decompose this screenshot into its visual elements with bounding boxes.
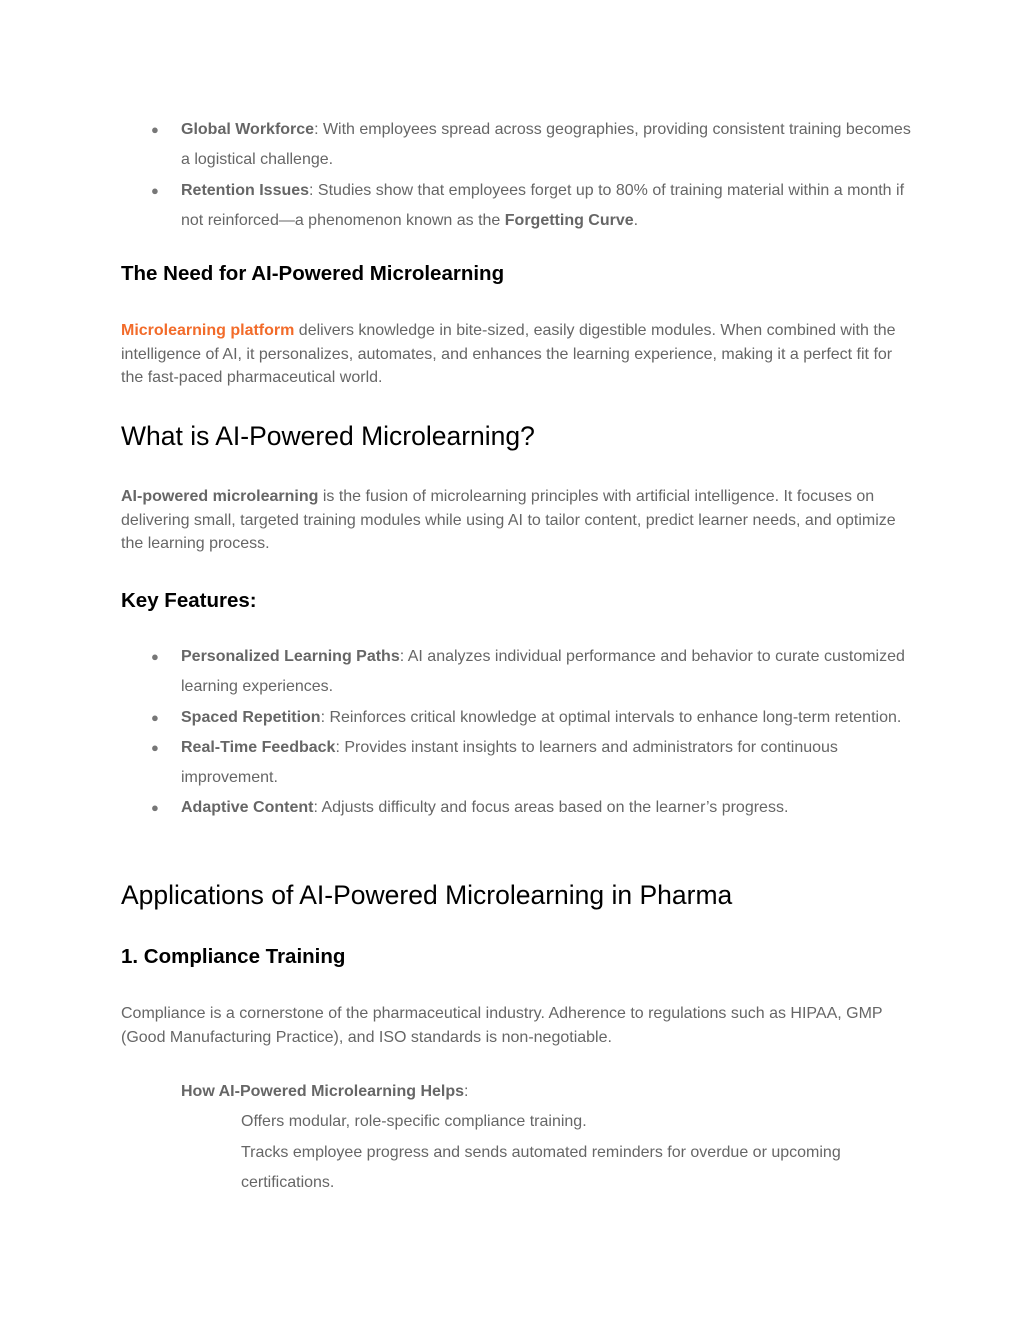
list-item-tail: . — [633, 211, 639, 229]
intro-bullet-list — [0, 115, 1024, 236]
bullet-icon: ● — [151, 649, 159, 664]
bullet-icon: ● — [151, 800, 159, 816]
intro-list-wrapper — [0, 115, 1024, 236]
microlearning-platform-link[interactable]: Microlearning platform — [121, 322, 295, 339]
section-applications-heading-wrapper — [0, 880, 1024, 911]
list-item-text: : Adjusts difficulty and focus areas based on the learner’s progress. — [313, 799, 789, 817]
list-item-term: Global Workforce — [181, 121, 315, 138]
section-what-paragraph — [0, 485, 1024, 556]
paragraph-term: AI-powered microlearning — [121, 488, 319, 505]
section-heading: What is AI-Powered Microlearning? — [121, 421, 535, 451]
list-item — [0, 176, 1024, 237]
list-item-text: : AI analyzes individual performance and behavior to curate customized learning experiences. — [181, 648, 905, 696]
section-what-body-wrapper — [0, 485, 1024, 556]
paragraph-text: is the fusion of microlearning principles with artificial intelligence. It focuses on delivering small, targeted training modules while using AI to tailor content, predict learner needs, and optimize the learning process. — [121, 488, 896, 552]
list-item — [0, 793, 1024, 823]
list-item-text: : Studies show that employees forget up to 80% of training material within a month if not reinforced—a phenomenon known as the — [181, 181, 905, 229]
helps-label: How AI-Powered Microlearning Helps — [181, 1083, 465, 1100]
compliance-paragraph: Compliance is a cornerstone of the pharmaceutical industry. Adherence to regulations such as HIPAA, GMP (Good Manufacturing Practice), and ISO standards is non-negotiable. — [121, 1005, 883, 1046]
list-item-text: : Reinforces critical knowledge at optimal intervals to enhance long-term retention. — [320, 708, 902, 726]
section-heading: Key Features: — [121, 589, 257, 612]
list-item — [0, 703, 1024, 733]
paragraph-text: delivers knowledge in bite-sized, easily digestible modules. When combined with the intelligence of AI, it personalizes, automates, and enhances the learning experience, making it a perfect fit for the fast-paced pharmaceutical world. — [121, 322, 896, 386]
helps-wrapper — [0, 1077, 1024, 1198]
features-list-wrapper — [0, 642, 1024, 824]
helps-colon: : — [464, 1083, 469, 1100]
bullet-icon: ● — [151, 709, 159, 725]
section-need-body-wrapper — [0, 319, 1024, 390]
section-need-heading-wrapper — [0, 262, 1024, 286]
list-item — [0, 115, 1024, 176]
helps-item: Offers modular, role-specific compliance training. — [241, 1113, 587, 1131]
list-item-term: Real-Time Feedback — [181, 738, 336, 756]
bullet-icon: ● — [151, 739, 159, 755]
list-item-term: Retention Issues — [181, 181, 310, 199]
bullet-icon: ● — [151, 182, 159, 198]
list-item-term: Adaptive Content — [181, 799, 314, 817]
list-item-term: Personalized Learning Paths — [181, 648, 400, 665]
list-item — [0, 642, 1024, 703]
forgetting-curve-term: Forgetting Curve — [504, 211, 634, 229]
list-item — [0, 733, 1024, 794]
list-item-term: Spaced Repetition — [181, 708, 321, 726]
list-item-text: : With employees spread across geographies, providing consistent training becomes a logistical challenge. — [181, 121, 911, 169]
compliance-body-wrapper — [0, 1002, 1024, 1049]
list-item-text: : Provides instant insights to learners and administrators for continuous improvement. — [181, 738, 838, 787]
section-need-paragraph — [0, 319, 1024, 390]
helps-label-line — [0, 1077, 1024, 1107]
helps-item: Tracks employee progress and sends automated reminders for overdue or upcoming certifications. — [241, 1143, 841, 1191]
bullet-icon: ● — [151, 122, 159, 137]
features-bullet-list — [0, 642, 1024, 824]
section-features-heading-wrapper — [0, 589, 1024, 613]
section-what-heading-wrapper — [0, 421, 1024, 452]
compliance-heading-wrapper — [0, 945, 1024, 969]
section-heading: The Need for AI-Powered Microlearning — [121, 262, 505, 285]
sub-section-heading: 1. Compliance Training — [121, 945, 346, 968]
section-heading: Applications of AI-Powered Microlearning in Pharma — [121, 880, 733, 910]
